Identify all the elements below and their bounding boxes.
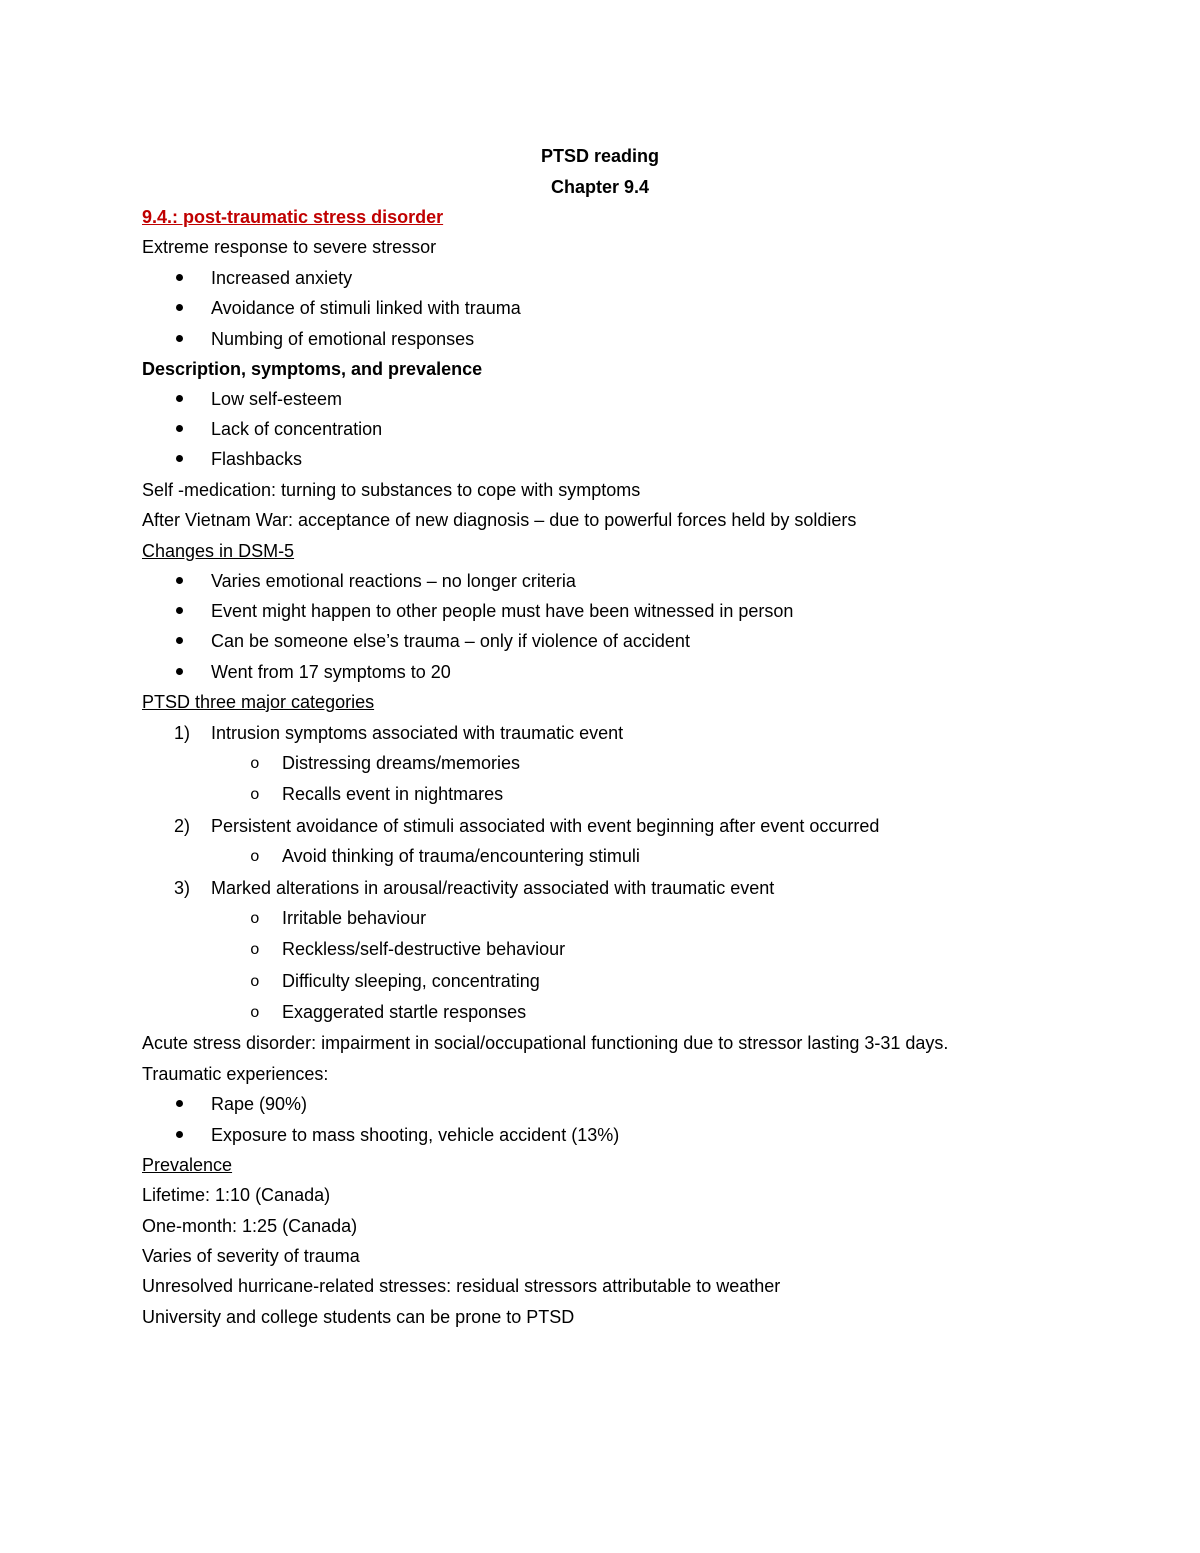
- hurricane-text: Unresolved hurricane-related stresses: residual stressors attributable to weather: [142, 1276, 781, 1296]
- sub-list-item: Avoid thinking of trauma/encountering stimuli: [282, 846, 640, 866]
- varies-text: Varies of severity of trauma: [142, 1246, 360, 1266]
- doc-title: PTSD reading: [540, 146, 660, 166]
- bullet-icon: [176, 395, 183, 402]
- sub-list-item: Irritable behaviour: [282, 908, 427, 928]
- category-label: Marked alterations in arousal/reactivity associated with traumatic event: [211, 878, 775, 898]
- list-item: Numbing of emotional responses: [211, 329, 475, 349]
- sub-list-item: Distressing dreams/memories: [282, 753, 521, 773]
- list-item: Varies emotional reactions – no longer criteria: [211, 571, 576, 591]
- bullet-icon: [176, 577, 183, 584]
- bullet-icon: [176, 335, 183, 342]
- changes-heading: Changes in DSM-5: [142, 541, 295, 561]
- sub-bullet-icon: o: [250, 941, 260, 959]
- bullet-icon: [176, 637, 183, 644]
- desc-heading: Description, symptoms, and prevalence: [142, 359, 483, 379]
- sub-list-item: Exaggerated startle responses: [282, 1002, 527, 1022]
- sub-bullet-icon: o: [250, 910, 260, 928]
- categories-heading: PTSD three major categories: [142, 692, 375, 712]
- bullet-icon: [176, 607, 183, 614]
- category-number: 2): [174, 816, 191, 836]
- list-item: Low self-esteem: [211, 389, 343, 409]
- category-label: Persistent avoidance of stimuli associated with event beginning after event occurred: [211, 816, 880, 836]
- one-month-text: One-month: 1:25 (Canada): [142, 1216, 358, 1236]
- category-number: 1): [174, 723, 191, 743]
- lifetime-text: Lifetime: 1:10 (Canada): [142, 1185, 331, 1205]
- list-item: Flashbacks: [211, 449, 303, 469]
- bullet-icon: [176, 425, 183, 432]
- intro-text: Extreme response to severe stressor: [142, 237, 437, 257]
- list-item: Can be someone else’s trauma – only if violence of accident: [211, 631, 690, 651]
- traumatic-heading: Traumatic experiences:: [142, 1064, 329, 1084]
- prevalence-heading: Prevalence: [142, 1155, 233, 1175]
- category-label: Intrusion symptoms associated with traumatic event: [211, 723, 624, 743]
- list-item: Exposure to mass shooting, vehicle accident (13%): [211, 1125, 620, 1145]
- acute-text: Acute stress disorder: impairment in social/occupational functioning due to stressor lasting 3-31 days.: [142, 1033, 949, 1053]
- sub-list-item: Recalls event in nightmares: [282, 784, 504, 804]
- section-heading: 9.4.: post-traumatic stress disorder: [142, 207, 444, 227]
- bullet-icon: [176, 1100, 183, 1107]
- sub-bullet-icon: o: [250, 848, 260, 866]
- sub-bullet-icon: o: [250, 755, 260, 773]
- list-item: Rape (90%): [211, 1094, 308, 1114]
- bullet-icon: [176, 1131, 183, 1138]
- list-item: Increased anxiety: [211, 268, 353, 288]
- students-text: University and college students can be prone to PTSD: [142, 1307, 575, 1327]
- list-item: Went from 17 symptoms to 20: [211, 662, 451, 682]
- list-item: Avoidance of stimuli linked with trauma: [211, 298, 521, 318]
- doc-subtitle: Chapter 9.4: [550, 177, 650, 197]
- bullet-icon: [176, 274, 183, 281]
- list-item: Event might happen to other people must have been witnessed in person: [211, 601, 794, 621]
- sub-bullet-icon: o: [250, 1004, 260, 1022]
- sub-list-item: Reckless/self-destructive behaviour: [282, 939, 566, 959]
- self-medication-text: Self -medication: turning to substances to cope with symptoms: [142, 480, 641, 500]
- bullet-icon: [176, 668, 183, 675]
- sub-bullet-icon: o: [250, 786, 260, 804]
- bullet-icon: [176, 455, 183, 462]
- sub-bullet-icon: o: [250, 973, 260, 991]
- bullet-icon: [176, 304, 183, 311]
- category-number: 3): [174, 878, 191, 898]
- vietnam-text: After Vietnam War: acceptance of new diagnosis – due to powerful forces held by soldiers: [142, 510, 857, 530]
- sub-list-item: Difficulty sleeping, concentrating: [282, 971, 540, 991]
- list-item: Lack of concentration: [211, 419, 383, 439]
